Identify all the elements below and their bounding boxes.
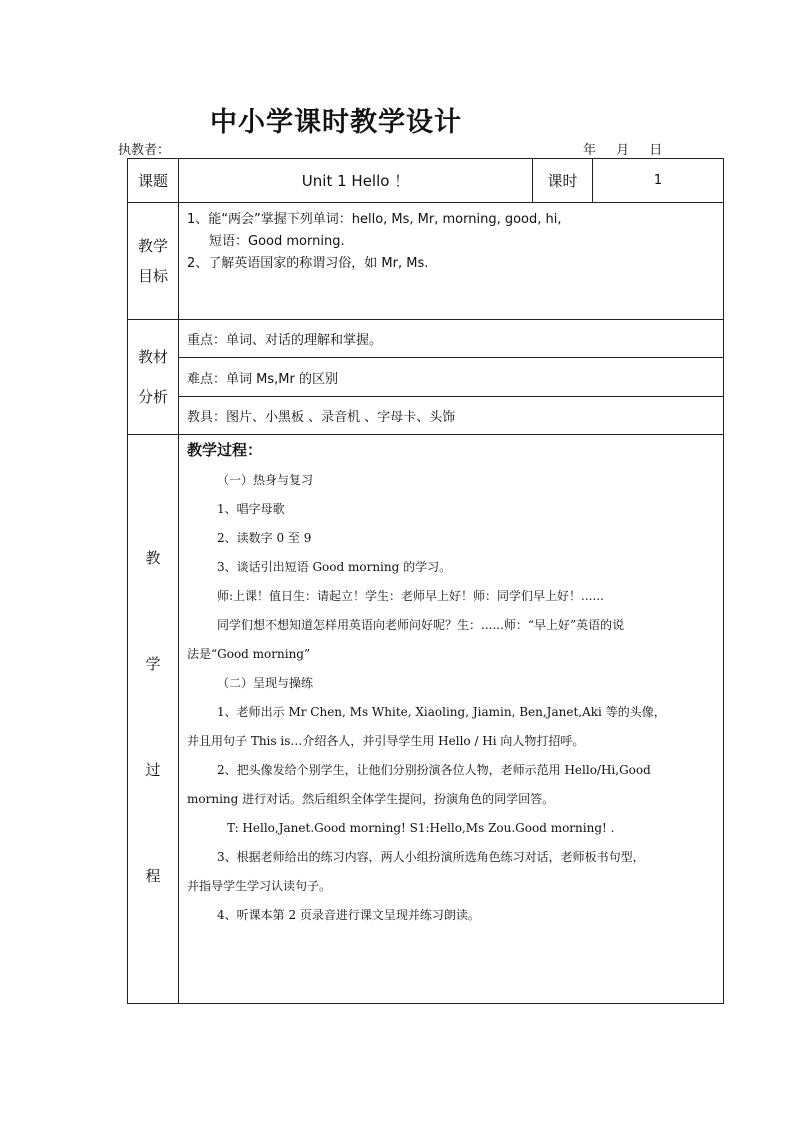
topic-row	[128, 159, 724, 203]
hours-label: 课时	[533, 159, 593, 203]
analysis-label-line: 分析	[137, 388, 168, 406]
process-paragraph: 2、读数字 0 至 9	[217, 531, 312, 545]
analysis-row	[128, 358, 724, 397]
analysis-row	[128, 397, 724, 435]
process-paragraph: 2、把头像发给个别学生，让他们分别扮演各位人物，老师示范用 Hello/Hi,Good	[217, 763, 651, 777]
topic-label: 课题	[128, 159, 179, 203]
process-paragraph: 1、老师出示 Mr Chen, Ms White, Xiaoling, Jiamin, Ben,Janet,Aki 等的头像，	[217, 705, 666, 719]
process-paragraph: 1、唱字母歌	[217, 502, 285, 516]
process-paragraph: 3、谈话引出短语 Good morning 的学习。	[217, 560, 452, 574]
goals-label	[128, 203, 179, 320]
date-label: 年 月 日	[583, 143, 663, 158]
process-paragraph: 4、听课本第 2 页录音进行课文呈现并练习朗读。	[217, 908, 480, 922]
process-label-char: 过	[145, 761, 161, 779]
teacher-label: 执教者：	[118, 143, 171, 158]
lesson-plan-table	[127, 158, 724, 1004]
process-paragraph: T: Hello,Janet.Good morning! S1:Hello,Ms Zou.Good morning! .	[227, 821, 615, 835]
goal-line: 2、了解英语国家的称谓习俗，如 Mr, Ms.	[187, 256, 429, 271]
goals-row	[128, 203, 724, 320]
goals-label-line: 目标	[137, 267, 168, 285]
analysis-label	[128, 320, 179, 435]
process-label	[128, 435, 179, 1004]
difficult-points: 难点：单词 Ms,Mr 的区别	[179, 358, 724, 397]
process-content	[179, 435, 724, 1004]
goals-label-line: 教学	[137, 237, 168, 255]
process-paragraph: 并指导学生学习认读句子。	[187, 879, 332, 893]
topic-value: Unit 1 Hello ！	[179, 159, 533, 203]
process-label-char: 学	[145, 655, 161, 673]
teaching-tools: 教具：图片、小黑板 、录音机 、字母卡、头饰	[179, 397, 724, 435]
process-paragraph: morning 进行对话。然后组织全体学生提问，扮演角色的同学回答。	[187, 792, 555, 806]
goals-content	[179, 203, 724, 320]
key-points: 重点：单词、对话的理解和掌握。	[179, 320, 724, 358]
process-heading: 教学过程：	[187, 441, 263, 459]
process-paragraph: 同学们想不想知道怎样用英语向老师问好呢？生：......师：“早上好”英语的说	[217, 618, 625, 632]
process-label-char: 程	[145, 867, 161, 885]
hours-value: 1	[593, 159, 724, 203]
process-paragraph: （一）热身与复习	[217, 473, 314, 487]
process-paragraph: 师:上课！值日生：请起立！学生：老师早上好！师：同学们早上好！......	[217, 589, 604, 603]
process-label-char: 教	[145, 549, 161, 567]
process-row	[128, 435, 724, 1004]
analysis-label-line: 教材	[137, 348, 168, 366]
goal-line: 1、能“两会”掌握下列单词：hello, Ms, Mr, morning, good, hi,	[187, 212, 562, 227]
process-paragraph: 3、根据老师给出的练习内容，两人小组扮演所选角色练习对话，老师板书句型，	[217, 850, 645, 864]
document-title: 中小学课时教学设计	[210, 107, 462, 138]
process-paragraph: （二）呈现与操练	[217, 676, 314, 690]
process-paragraph: 法是“Good morning”	[187, 647, 311, 661]
analysis-row	[128, 320, 724, 358]
process-paragraph: 并且用句子 This is…介绍各人，并引导学生用 Hello / Hi 向人物打招呼。	[187, 734, 585, 748]
goal-line: 短语：Good morning.	[209, 234, 345, 249]
